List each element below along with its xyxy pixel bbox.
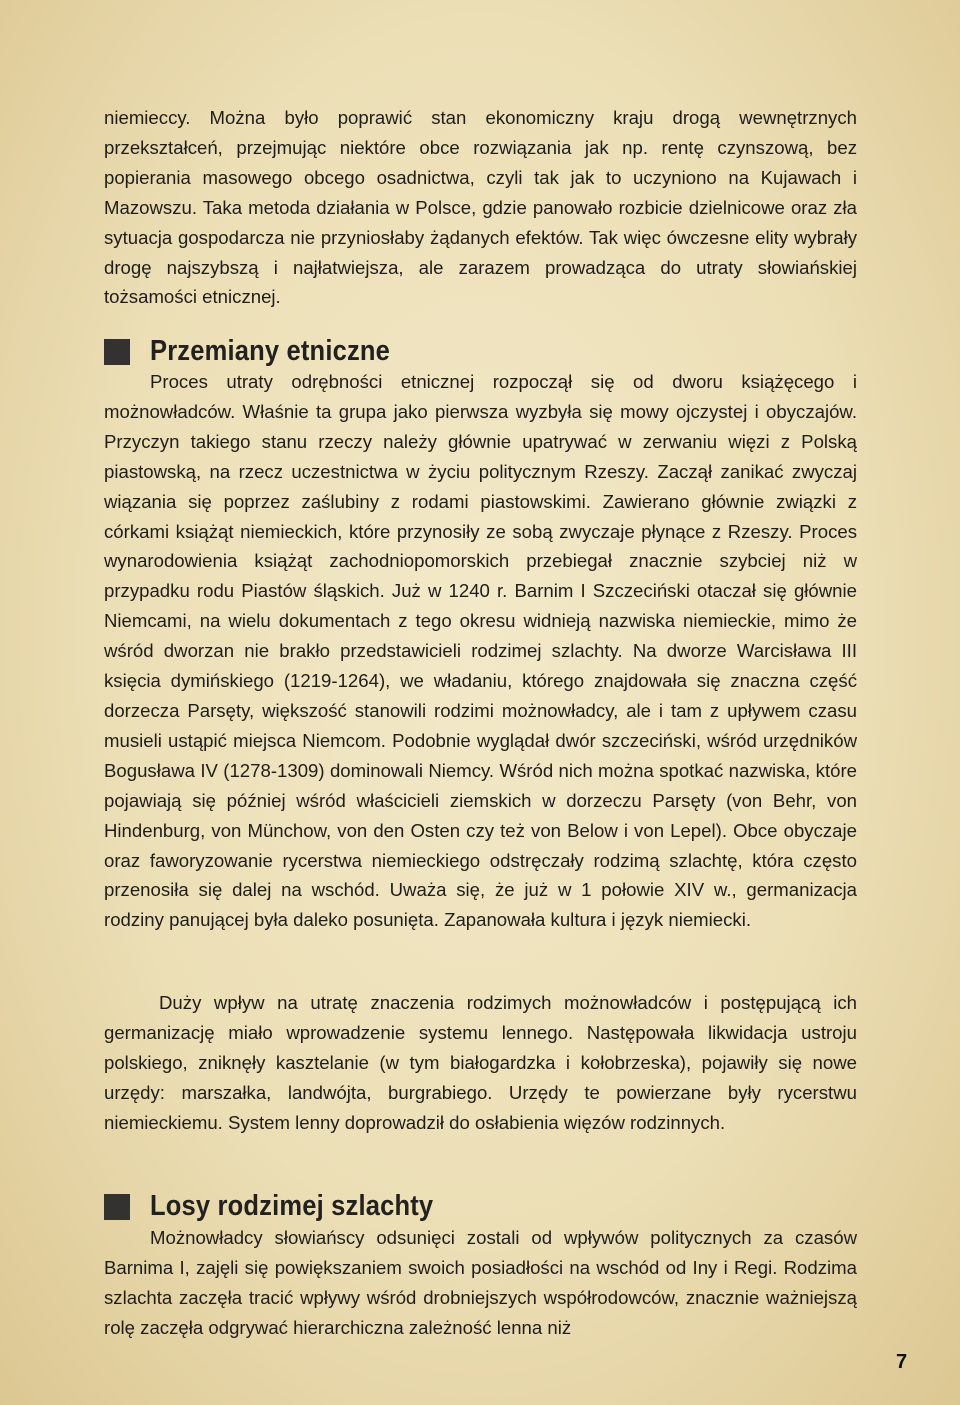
paragraph-text: Duży wpływ na utratę znaczenia rodzimych możnowładców i postępującą ich germanizację miało wprowadzenie systemu lennego. Następowała likwidacja ustroju polskiego, zniknęły kasztelanie (w tym białogardzka i kołobrzeska), pojawiły się nowe urzędy: marszałka, landwójta, burgrabiego. Urzędy te powierzane były rycerstwu niemieckiemu. System lenny doprowadził do osłabienia więzów rodzinnych. xyxy=(104,992,857,1133)
square-bullet-icon xyxy=(104,339,130,365)
section-heading-losy xyxy=(104,1190,472,1223)
section-title: Losy rodzimej szlachty xyxy=(150,1190,434,1222)
section-title: Przemiany etniczne xyxy=(150,335,391,367)
paragraph-text: niemieccy. Można było poprawić stan ekonomiczny kraju drogą wewnętrznych przekształceń, przejmując niektóre obce rozwiązania jak np. rentę czynszową, bez popierania masowego obcego osadnictwa, czyli tak jak to uczyniono na Kujawach i Mazowszu. Taka metoda działania w Polsce, gdzie panowało rozbicie dzielnicowe oraz zła sytuacja gospodarcza nie przyniosłaby żądanych efektów. Tak więc ówczesne elity wybrały drogę najszybszą i najłatwiejsza, ale zarazem prowadząca do utraty słowiańskiej tożsamości etnicznej. xyxy=(104,107,857,308)
paragraph-losy xyxy=(104,1223,857,1343)
page-number: 7 xyxy=(896,1351,908,1373)
square-bullet-icon xyxy=(104,1194,130,1220)
paragraph-text: Proces utraty odrębności etnicznej rozpoczął się od dworu książęcego i możnowładców. Właśnie ta grupa jako pierwsza wyzbyła się mowy ojczystej i obyczajów. Przyczyn takiego stanu rzeczy należy głównie upatrywać w zerwaniu więzi z Polską piastowską, na rzecz uczestnictwa w życiu politycznym Rzeszy. Zaczął zanikać zwyczaj wiązania się poprzez zaślubiny z rodami piastowskimi. Zawierano głównie związki z córkami książąt niemieckich, które przynosiły ze sobą zwyczaje płynące z Rzeszy. Proces wynarodowienia książąt zachodniopomorskich przebiegał znacznie szybciej niż w przypadku rodu Piastów śląskich. Już w 1240 r. Barnim I Szczeciński otaczał się głównie Niemcami, na wielu dokumentach z tego okresu widnieją nazwiska niemieckie, mimo że wśród dworzan nie brakło przedstawicieli rodzimej szlachty. Na dworze Warcisława III księcia dymińskiego (1219-1264), we władaniu, którego znajdowała się znaczna część dorzecza Parsęty, większość stanowili rodzimi możnowładcy, ale i tam z upływem czasu musieli ustąpić miejsca Niemcom. Podobnie wyglądał dwór szczeciński, wśród urzędników Bogusława IV (1278-1309) dominowali Niemcy. Wśród nich można spotkać nazwiska, które pojawiają się później wśród właścicieli ziemskich w dorzeczu Parsęty (von Behr, von Hindenburg, von Münchow, von den Osten czy też von Below i von Lepel). Obce obyczaje oraz faworyzowanie rycerstwa niemieckiego odstręczały rodzimą szlachtę, która często przenosiła się dalej na wschód. Uważa się, że już w 1 połowie XIV w., germanizacja rodziny panującej była daleko posunięta. Zapanowała kultura i język niemiecki. xyxy=(104,371,857,931)
section-heading-przemiany xyxy=(104,335,423,368)
paragraph-intro-continuation xyxy=(104,103,857,312)
paragraph-text: Możnowładcy słowiańscy odsunięci zostali od wpływów politycznych za czasów Barnima I, zajęli się powiększaniem swoich posiadłości na wschód od Iny i Regi. Rodzima szlachta zaczęła tracić wpływy wśród drobniejszych współrodowców, znacznie ważniejszą rolę zaczęła odgrywać hierarchiczna zależność lenna niż xyxy=(104,1227,857,1338)
paragraph-system-lenny xyxy=(104,988,857,1138)
paragraph-przemiany xyxy=(104,367,857,935)
